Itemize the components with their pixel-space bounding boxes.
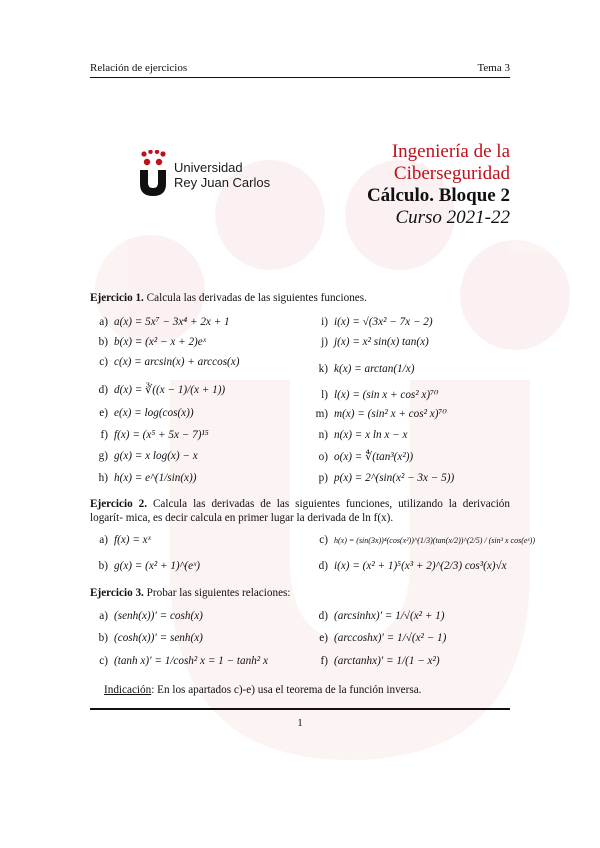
title-degree-line2: Ciberseguridad (393, 163, 510, 184)
title-degree-line1: Ingeniería de la (391, 141, 510, 162)
ex1-item-f: f) f(x) = (x⁵ + 5x − 7)¹⁵ (100, 429, 209, 441)
header-rule (90, 77, 510, 78)
ex1-item-l: l) l(x) = (sin x + cos² x)⁷⁰ (321, 389, 439, 401)
ex1-item-c: c) c(x) = arcsin(x) + arccos(x) (99, 356, 240, 368)
exercise-3-note: Indicación: En los apartados c)-e) usa el teorema de la función inversa. (104, 684, 422, 696)
header-right: Tema 3 (477, 62, 510, 74)
ex1-item-m: m) m(x) = (sin² x + cos² x)⁷⁰ (315, 408, 447, 420)
ex2-item-b: b) g(x) = (x² + 1)^(eˣ) (98, 560, 200, 572)
ex1-item-h: h) h(x) = e^(1/sin(x)) (98, 472, 197, 484)
ex1-item-p: p) p(x) = 2^(sin(x² − 3x − 5)) (318, 472, 455, 484)
ex1-item-d: d) d(x) = ∛((x − 1)/(x + 1)) (98, 384, 226, 396)
ex1-item-k: k) k(x) = arctan(1/x) (318, 363, 415, 375)
ex1-item-e: e) e(x) = log(cos(x)) (99, 407, 194, 419)
ex2-item-a: a) f(x) = xˣ (99, 534, 151, 546)
ex3-item-f: f) (arctanhx)′ = 1/(1 − x²) (320, 655, 440, 667)
university-logo (138, 150, 271, 201)
ex1-item-n: n) n(x) = x ln x − x (318, 429, 408, 441)
ex3-item-c: c) (tanh x)′ = 1/cosh² x = 1 − tanh² x (99, 655, 268, 667)
ex1-item-j: j) j(x) = x² sin(x) tan(x) (321, 336, 429, 348)
title-subject: Cálculo. Bloque 2 (366, 185, 510, 206)
ex3-item-a: a) (senh(x))′ = cosh(x) (99, 610, 203, 622)
ex1-item-g: g) g(x) = x log(x) − x (98, 450, 198, 462)
exercise-1-statement: Ejercicio 1. Calcula las derivadas de las siguientes funciones. (90, 292, 367, 304)
exercise-2-statement: Ejercicio 2. Calcula las derivadas de las siguientes funciones, utilizando la derivación logarít- mica, es decir calcula en primer lugar la derivada de ln f(x). (90, 498, 510, 524)
header-left: Relación de ejercicios (90, 62, 188, 74)
ex1-item-b: b) b(x) = (x² − x + 2)eˣ (98, 336, 206, 348)
university-name-line2: Rey Juan Carlos (174, 175, 271, 190)
ex1-item-o: o) o(x) = ∜(tan³(x²)) (318, 451, 414, 463)
page-number: 1 (297, 717, 303, 729)
title-block (250, 141, 510, 229)
ex3-item-b: b) (cosh(x))′ = senh(x) (98, 632, 203, 644)
footer-rule (90, 708, 510, 710)
ex1-item-a: a) a(x) = 5x⁷ − 3x⁴ + 2x + 1 (99, 316, 230, 328)
ex1-item-i: i) i(x) = √(3x² − 7x − 2) (321, 316, 433, 328)
ex2-item-d: d) i(x) = (x² + 1)⁵(x³ + 2)^(2/3) cos³(x)√x (318, 560, 507, 572)
ex3-item-e: e) (arccoshx)′ = 1/√(x² − 1) (319, 632, 447, 644)
urjc-logo-icon (138, 150, 168, 196)
title-course: Curso 2021-22 (395, 207, 510, 228)
ex2-item-c: c) h(x) = (sin(3x))⁴(cos(x²))^(1/3)(tan(x/2))^(2/5) / (sin³ x cos(eˣ)) (319, 534, 536, 546)
university-name-line1: Universidad (174, 160, 243, 175)
ex3-item-d: d) (arcsinhx)′ = 1/√(x² + 1) (318, 610, 445, 622)
exercise-3-statement: Ejercicio 3. Probar las siguientes relaciones: (90, 587, 291, 599)
